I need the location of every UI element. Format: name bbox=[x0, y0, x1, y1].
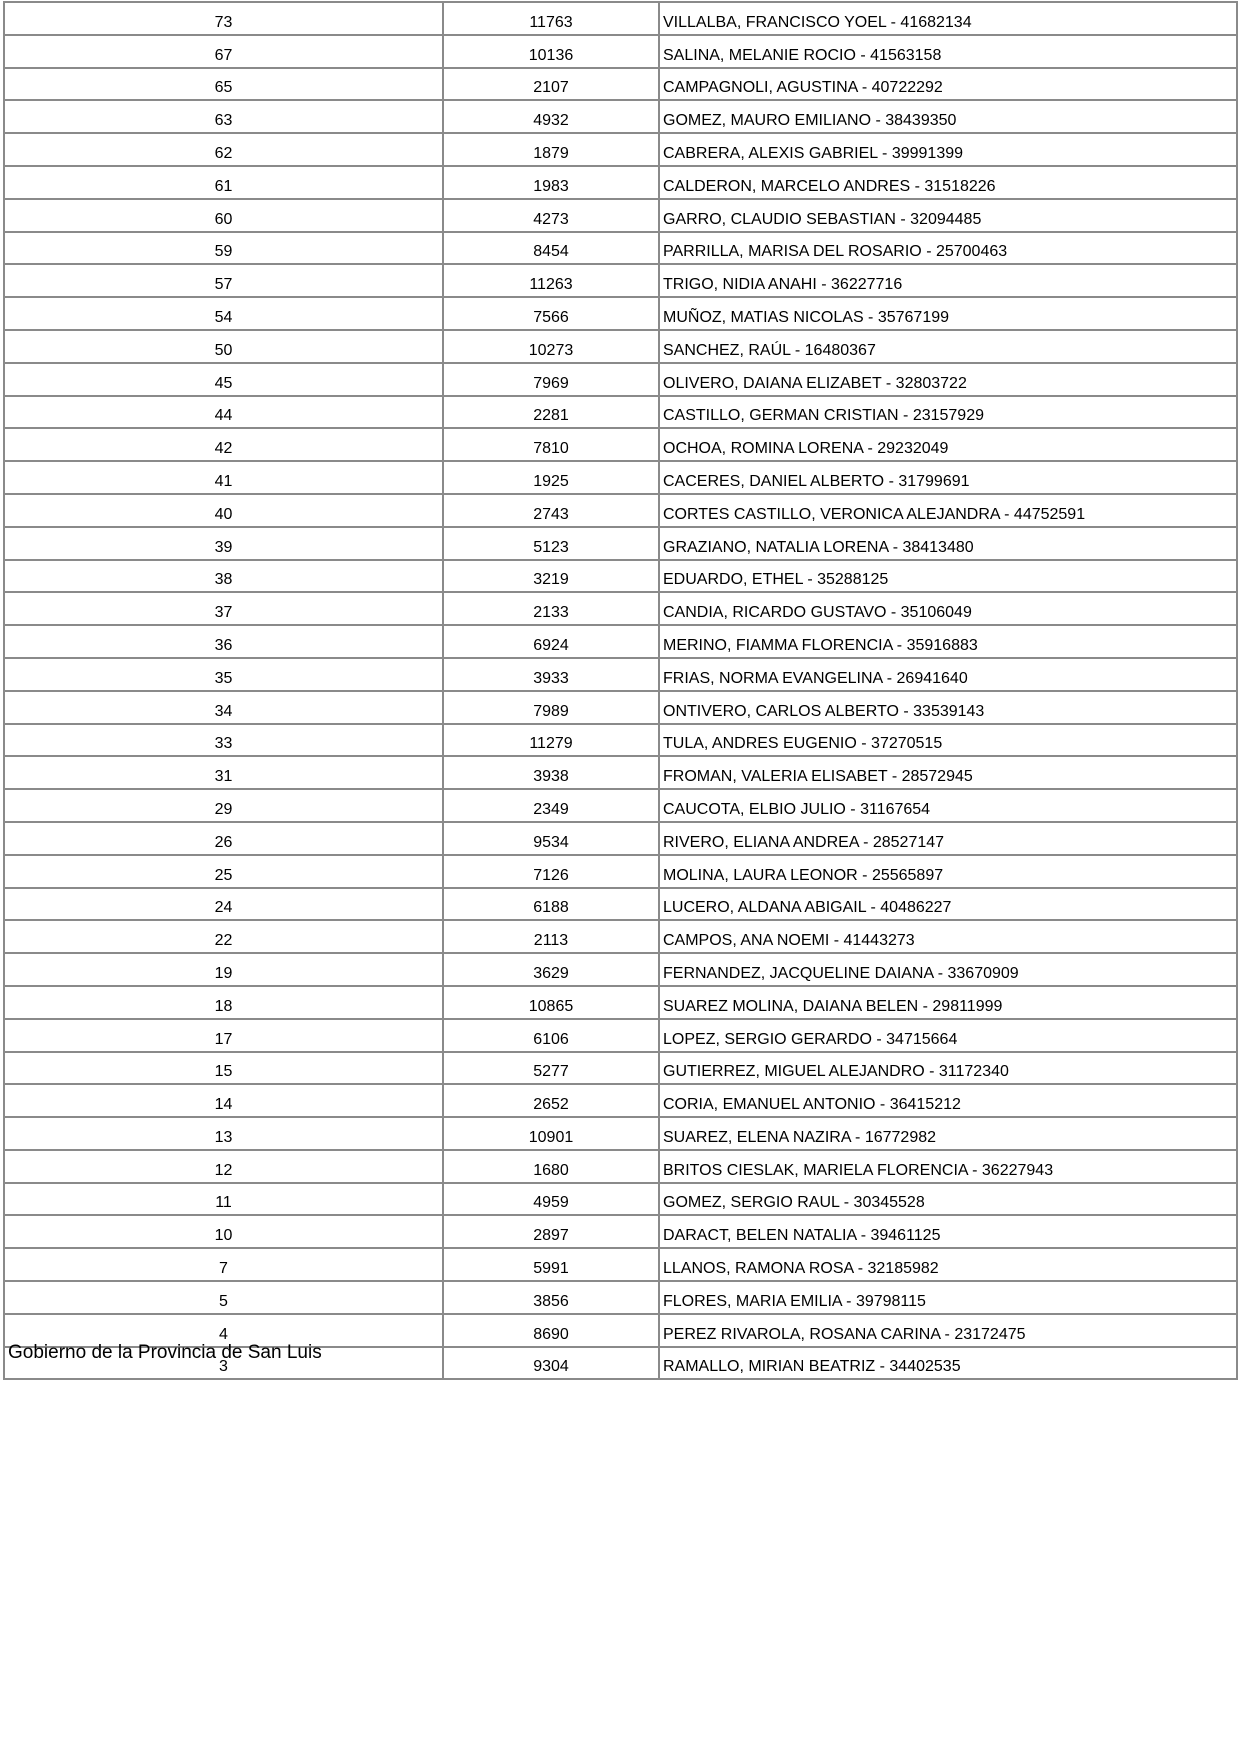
code-cell: 5991 bbox=[443, 1248, 659, 1281]
name-dni-cell: CORIA, EMANUEL ANTONIO - 36415212 bbox=[659, 1084, 1237, 1117]
code-cell: 2897 bbox=[443, 1215, 659, 1248]
table-row bbox=[4, 789, 1237, 822]
order-cell: 10 bbox=[4, 1215, 443, 1248]
code-cell: 8454 bbox=[443, 232, 659, 265]
order-cell: 14 bbox=[4, 1084, 443, 1117]
order-cell: 38 bbox=[4, 560, 443, 593]
code-cell: 6188 bbox=[443, 888, 659, 921]
results-table bbox=[3, 1, 1238, 1380]
code-cell: 1983 bbox=[443, 166, 659, 199]
name-dni-cell: SUAREZ MOLINA, DAIANA BELEN - 29811999 bbox=[659, 986, 1237, 1019]
order-cell: 22 bbox=[4, 920, 443, 953]
order-cell: 13 bbox=[4, 1117, 443, 1150]
table-row bbox=[4, 133, 1237, 166]
table-row bbox=[4, 1019, 1237, 1052]
table-row bbox=[4, 920, 1237, 953]
table-row bbox=[4, 232, 1237, 265]
table-row bbox=[4, 35, 1237, 68]
order-cell: 62 bbox=[4, 133, 443, 166]
order-cell: 61 bbox=[4, 166, 443, 199]
code-cell: 7126 bbox=[443, 855, 659, 888]
name-dni-cell: DARACT, BELEN NATALIA - 39461125 bbox=[659, 1215, 1237, 1248]
table-row bbox=[4, 560, 1237, 593]
name-dni-cell: GRAZIANO, NATALIA LORENA - 38413480 bbox=[659, 527, 1237, 560]
table-row bbox=[4, 1281, 1237, 1314]
table-row bbox=[4, 1084, 1237, 1117]
order-cell: 41 bbox=[4, 461, 443, 494]
table-row bbox=[4, 1183, 1237, 1216]
code-cell: 11279 bbox=[443, 724, 659, 757]
order-cell: 18 bbox=[4, 986, 443, 1019]
table-row bbox=[4, 1150, 1237, 1183]
code-cell: 11763 bbox=[443, 2, 659, 35]
name-dni-cell: CABRERA, ALEXIS GABRIEL - 39991399 bbox=[659, 133, 1237, 166]
order-cell: 29 bbox=[4, 789, 443, 822]
table-row bbox=[4, 297, 1237, 330]
order-cell: 11 bbox=[4, 1183, 443, 1216]
name-dni-cell: ONTIVERO, CARLOS ALBERTO - 33539143 bbox=[659, 691, 1237, 724]
name-dni-cell: CASTILLO, GERMAN CRISTIAN - 23157929 bbox=[659, 396, 1237, 429]
table-row bbox=[4, 1215, 1237, 1248]
table-row bbox=[4, 2, 1237, 35]
name-dni-cell: CAUCOTA, ELBIO JULIO - 31167654 bbox=[659, 789, 1237, 822]
name-dni-cell: MUÑOZ, MATIAS NICOLAS - 35767199 bbox=[659, 297, 1237, 330]
table-row bbox=[4, 461, 1237, 494]
order-cell: 65 bbox=[4, 68, 443, 101]
name-dni-cell: BRITOS CIESLAK, MARIELA FLORENCIA - 36227943 bbox=[659, 1150, 1237, 1183]
name-dni-cell: CACERES, DANIEL ALBERTO - 31799691 bbox=[659, 461, 1237, 494]
code-cell: 4959 bbox=[443, 1183, 659, 1216]
code-cell: 6924 bbox=[443, 625, 659, 658]
order-cell: 40 bbox=[4, 494, 443, 527]
code-cell: 3856 bbox=[443, 1281, 659, 1314]
code-cell: 1680 bbox=[443, 1150, 659, 1183]
order-cell: 25 bbox=[4, 855, 443, 888]
name-dni-cell: RIVERO, ELIANA ANDREA - 28527147 bbox=[659, 822, 1237, 855]
code-cell: 10865 bbox=[443, 986, 659, 1019]
order-cell: 31 bbox=[4, 756, 443, 789]
results-table-body bbox=[4, 2, 1237, 1379]
code-cell: 9304 bbox=[443, 1347, 659, 1380]
table-row bbox=[4, 264, 1237, 297]
name-dni-cell: SANCHEZ, RAÚL - 16480367 bbox=[659, 330, 1237, 363]
order-cell: 57 bbox=[4, 264, 443, 297]
code-cell: 3933 bbox=[443, 658, 659, 691]
code-cell: 8690 bbox=[443, 1314, 659, 1347]
code-cell: 9534 bbox=[443, 822, 659, 855]
code-cell: 6106 bbox=[443, 1019, 659, 1052]
name-dni-cell: TULA, ANDRES EUGENIO - 37270515 bbox=[659, 724, 1237, 757]
order-cell: 50 bbox=[4, 330, 443, 363]
name-dni-cell: FROMAN, VALERIA ELISABET - 28572945 bbox=[659, 756, 1237, 789]
name-dni-cell: MOLINA, LAURA LEONOR - 25565897 bbox=[659, 855, 1237, 888]
code-cell: 2107 bbox=[443, 68, 659, 101]
code-cell: 1925 bbox=[443, 461, 659, 494]
order-cell: 33 bbox=[4, 724, 443, 757]
table-row bbox=[4, 100, 1237, 133]
code-cell: 2743 bbox=[443, 494, 659, 527]
code-cell: 7969 bbox=[443, 363, 659, 396]
code-cell: 7810 bbox=[443, 428, 659, 461]
order-cell: 73 bbox=[4, 2, 443, 35]
order-cell: 15 bbox=[4, 1052, 443, 1085]
table-row bbox=[4, 199, 1237, 232]
order-cell: 12 bbox=[4, 1150, 443, 1183]
order-cell: 36 bbox=[4, 625, 443, 658]
table-row bbox=[4, 625, 1237, 658]
code-cell: 5277 bbox=[443, 1052, 659, 1085]
name-dni-cell: CORTES CASTILLO, VERONICA ALEJANDRA - 44752591 bbox=[659, 494, 1237, 527]
name-dni-cell: RAMALLO, MIRIAN BEATRIZ - 34402535 bbox=[659, 1347, 1237, 1380]
footer-organization: Gobierno de la Provincia de San Luis bbox=[8, 1342, 322, 1363]
table-row bbox=[4, 396, 1237, 429]
code-cell: 2113 bbox=[443, 920, 659, 953]
name-dni-cell: FERNANDEZ, JACQUELINE DAIANA - 33670909 bbox=[659, 953, 1237, 986]
table-row bbox=[4, 363, 1237, 396]
code-cell: 3938 bbox=[443, 756, 659, 789]
table-row bbox=[4, 658, 1237, 691]
code-cell: 7566 bbox=[443, 297, 659, 330]
name-dni-cell: LUCERO, ALDANA ABIGAIL - 40486227 bbox=[659, 888, 1237, 921]
code-cell: 4932 bbox=[443, 100, 659, 133]
name-dni-cell: OLIVERO, DAIANA ELIZABET - 32803722 bbox=[659, 363, 1237, 396]
order-cell: 5 bbox=[4, 1281, 443, 1314]
name-dni-cell: GOMEZ, SERGIO RAUL - 30345528 bbox=[659, 1183, 1237, 1216]
table-row bbox=[4, 527, 1237, 560]
table-row bbox=[4, 428, 1237, 461]
order-cell: 60 bbox=[4, 199, 443, 232]
code-cell: 3219 bbox=[443, 560, 659, 593]
code-cell: 2133 bbox=[443, 592, 659, 625]
order-cell: 24 bbox=[4, 888, 443, 921]
name-dni-cell: CANDIA, RICARDO GUSTAVO - 35106049 bbox=[659, 592, 1237, 625]
table-row bbox=[4, 1052, 1237, 1085]
name-dni-cell: OCHOA, ROMINA LORENA - 29232049 bbox=[659, 428, 1237, 461]
order-cell: 3 bbox=[4, 1347, 443, 1380]
name-dni-cell: EDUARDO, ETHEL - 35288125 bbox=[659, 560, 1237, 593]
order-cell: 59 bbox=[4, 232, 443, 265]
name-dni-cell: GARRO, CLAUDIO SEBASTIAN - 32094485 bbox=[659, 199, 1237, 232]
name-dni-cell: FLORES, MARIA EMILIA - 39798115 bbox=[659, 1281, 1237, 1314]
name-dni-cell: CAMPOS, ANA NOEMI - 41443273 bbox=[659, 920, 1237, 953]
table-row bbox=[4, 855, 1237, 888]
code-cell: 2652 bbox=[443, 1084, 659, 1117]
name-dni-cell: VILLALBA, FRANCISCO YOEL - 41682134 bbox=[659, 2, 1237, 35]
order-cell: 54 bbox=[4, 297, 443, 330]
code-cell: 5123 bbox=[443, 527, 659, 560]
code-cell: 3629 bbox=[443, 953, 659, 986]
table-row bbox=[4, 724, 1237, 757]
table-row bbox=[4, 1117, 1237, 1150]
name-dni-cell: LLANOS, RAMONA ROSA - 32185982 bbox=[659, 1248, 1237, 1281]
name-dni-cell: GOMEZ, MAURO EMILIANO - 38439350 bbox=[659, 100, 1237, 133]
order-cell: 17 bbox=[4, 1019, 443, 1052]
table-row bbox=[4, 330, 1237, 363]
order-cell: 37 bbox=[4, 592, 443, 625]
code-cell: 7989 bbox=[443, 691, 659, 724]
table-row bbox=[4, 494, 1237, 527]
code-cell: 2281 bbox=[443, 396, 659, 429]
code-cell: 4273 bbox=[443, 199, 659, 232]
code-cell: 10273 bbox=[443, 330, 659, 363]
order-cell: 45 bbox=[4, 363, 443, 396]
name-dni-cell: PEREZ RIVAROLA, ROSANA CARINA - 23172475 bbox=[659, 1314, 1237, 1347]
name-dni-cell: SALINA, MELANIE ROCIO - 41563158 bbox=[659, 35, 1237, 68]
name-dni-cell: GUTIERREZ, MIGUEL ALEJANDRO - 31172340 bbox=[659, 1052, 1237, 1085]
order-cell: 34 bbox=[4, 691, 443, 724]
order-cell: 4 bbox=[4, 1314, 443, 1347]
table-row bbox=[4, 592, 1237, 625]
code-cell: 2349 bbox=[443, 789, 659, 822]
name-dni-cell: CAMPAGNOLI, AGUSTINA - 40722292 bbox=[659, 68, 1237, 101]
table-row bbox=[4, 68, 1237, 101]
order-cell: 63 bbox=[4, 100, 443, 133]
table-row bbox=[4, 953, 1237, 986]
order-cell: 7 bbox=[4, 1248, 443, 1281]
code-cell: 10901 bbox=[443, 1117, 659, 1150]
table-row bbox=[4, 166, 1237, 199]
name-dni-cell: CALDERON, MARCELO ANDRES - 31518226 bbox=[659, 166, 1237, 199]
code-cell: 1879 bbox=[443, 133, 659, 166]
code-cell: 11263 bbox=[443, 264, 659, 297]
table-row bbox=[4, 986, 1237, 1019]
name-dni-cell: TRIGO, NIDIA ANAHI - 36227716 bbox=[659, 264, 1237, 297]
order-cell: 35 bbox=[4, 658, 443, 691]
table-row bbox=[4, 756, 1237, 789]
table-row bbox=[4, 888, 1237, 921]
order-cell: 26 bbox=[4, 822, 443, 855]
table-row bbox=[4, 822, 1237, 855]
name-dni-cell: FRIAS, NORMA EVANGELINA - 26941640 bbox=[659, 658, 1237, 691]
code-cell: 10136 bbox=[443, 35, 659, 68]
order-cell: 44 bbox=[4, 396, 443, 429]
name-dni-cell: PARRILLA, MARISA DEL ROSARIO - 25700463 bbox=[659, 232, 1237, 265]
table-row bbox=[4, 691, 1237, 724]
name-dni-cell: SUAREZ, ELENA NAZIRA - 16772982 bbox=[659, 1117, 1237, 1150]
order-cell: 67 bbox=[4, 35, 443, 68]
order-cell: 39 bbox=[4, 527, 443, 560]
order-cell: 19 bbox=[4, 953, 443, 986]
order-cell: 42 bbox=[4, 428, 443, 461]
name-dni-cell: MERINO, FIAMMA FLORENCIA - 35916883 bbox=[659, 625, 1237, 658]
name-dni-cell: LOPEZ, SERGIO GERARDO - 34715664 bbox=[659, 1019, 1237, 1052]
table-row bbox=[4, 1248, 1237, 1281]
